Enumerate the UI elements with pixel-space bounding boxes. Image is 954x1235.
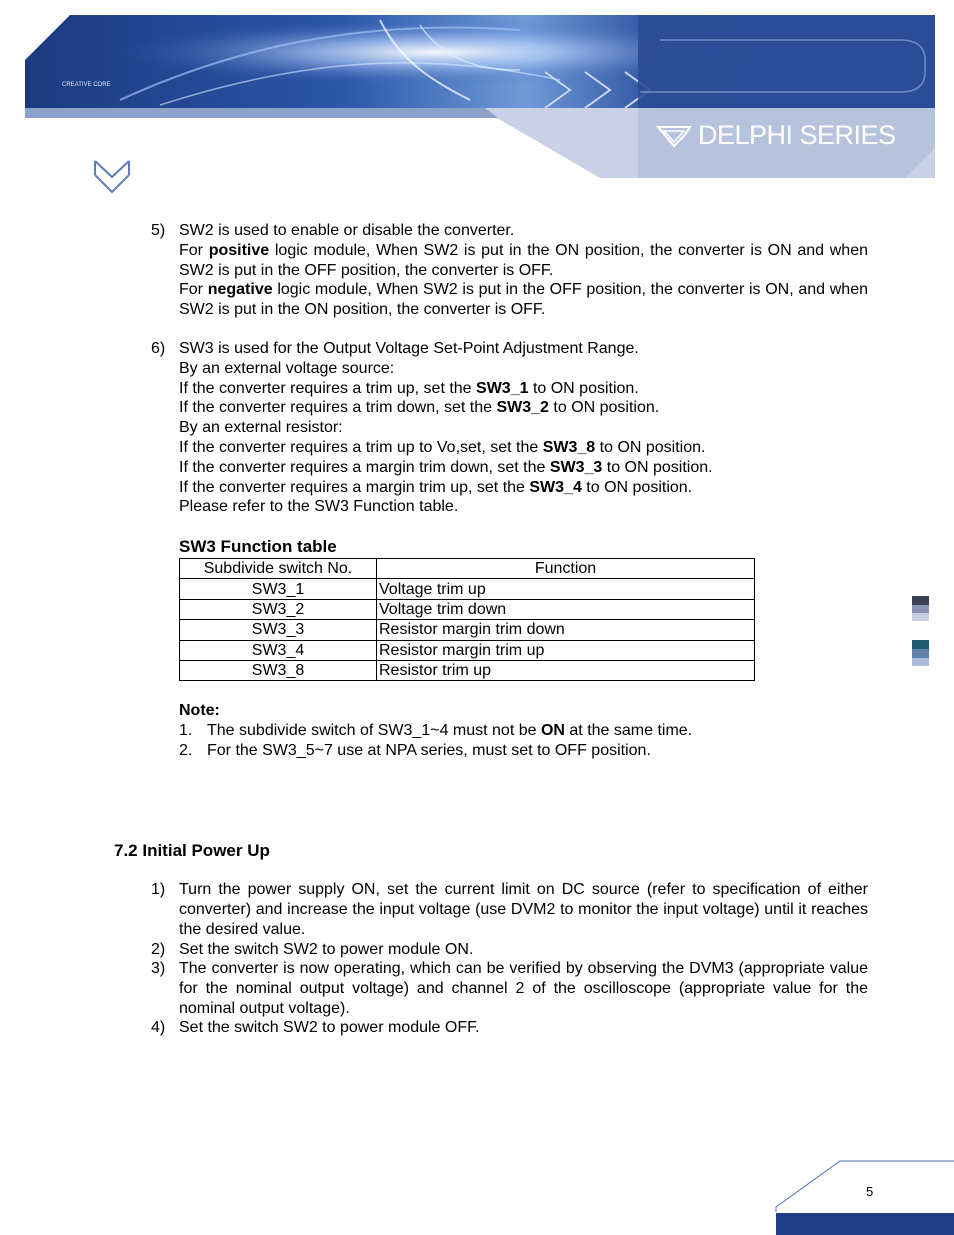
section-title: 7.2 Initial Power Up	[114, 841, 270, 860]
item-text: If the converter requires a trim down, set the SW3_2 to ON position.	[179, 399, 660, 417]
table-cell: Resistor margin trim up	[377, 640, 755, 660]
step-text: Set the switch SW2 to power module ON.	[179, 941, 474, 958]
item-text: By an external voltage source:	[179, 359, 395, 377]
banner-small-text: CREATIVE CORE	[62, 82, 111, 88]
table-row	[180, 579, 755, 599]
column-header: Subdivide switch No.	[180, 559, 377, 579]
table-cell: SW3_1	[180, 579, 377, 599]
step-item-2: 2) Set the switch SW2 to power module ON.	[151, 940, 868, 960]
item-number: 6)	[151, 340, 166, 357]
item-number: 5)	[151, 222, 166, 239]
list-item-5	[151, 221, 868, 320]
step-text: Turn the power supply ON, set the current limit on DC source (refer to specification of either converter) and increase the input voltage (use DVM2 to monitor the input voltage) until it reaches the desired value.	[179, 881, 868, 938]
step-item-1: 1) Turn the power supply ON, set the current limit on DC source (refer to specification of either converter) and increase the input voltage (use DVM2 to monitor the input voltage) until it reaches the desired value.	[151, 881, 868, 938]
table-row	[180, 599, 755, 619]
step-text: Set the switch SW2 to power module OFF.	[179, 1019, 480, 1036]
positive-logic-text: For positive logic module, When SW2 is put in the ON position, the converter is ON and when SW2 is put in the OFF position, the converter is OFF.	[179, 241, 868, 279]
footer-tab	[770, 1155, 954, 1235]
note-item-2: 2. For the SW3_5~7 use at NPA series, must set to OFF position.	[179, 742, 651, 759]
step-text: The converter is now operating, which can be verified by observing the DVM3 (appropriate value for the nominal output voltage) and channel 2 of the oscilloscope (appropriate value for the nominal output voltage).	[179, 960, 868, 1017]
table-cell: SW3_2	[180, 599, 377, 619]
table-cell: SW3_3	[180, 620, 377, 640]
page-number: 5	[866, 1184, 874, 1199]
table-cell: SW3_8	[180, 660, 377, 680]
note-item-1: 1. The subdivide switch of SW3_1~4 must not be ON at the same time.	[179, 722, 693, 739]
table-row	[180, 660, 755, 680]
item-text: By an external resistor:	[179, 419, 343, 437]
table-cell: Resistor margin trim down	[377, 620, 755, 640]
item-text: Please refer to the SW3 Function table.	[179, 498, 459, 516]
table-cell: Voltage trim up	[377, 579, 755, 599]
series-title: DELPHI SERIES	[698, 120, 896, 150]
table-cell: Resistor trim up	[377, 660, 755, 680]
item-text: If the converter requires a trim up to Vo,set, set the SW3_8 to ON position.	[179, 438, 706, 456]
item-text: If the converter requires a trim up, set the SW3_1 to ON position.	[179, 379, 639, 397]
note-title: Note:	[179, 702, 220, 719]
header-banner	[0, 0, 954, 200]
side-marker-dark	[912, 596, 929, 621]
negative-logic-text: For negative logic module, When SW2 is put in the OFF position, the converter is ON, and when SW2 is put in the ON position, the converter is OFF.	[179, 281, 868, 319]
item-text: SW2 is used to enable or disable the converter.	[179, 222, 515, 239]
list-item-6	[151, 339, 868, 517]
table-cell: Voltage trim down	[377, 599, 755, 619]
step-item-4: 4) Set the switch SW2 to power module OFF.	[151, 1018, 868, 1038]
sw3-function-table	[179, 558, 755, 681]
column-header: Function	[377, 559, 755, 579]
item-text: If the converter requires a margin trim up, set the SW3_4 to ON position.	[179, 478, 693, 496]
table-cell: SW3_4	[180, 640, 377, 660]
item-text: If the converter requires a margin trim down, set the SW3_3 to ON position.	[179, 458, 713, 476]
side-marker-teal	[912, 640, 929, 666]
table-header-row	[180, 559, 755, 579]
table-row	[180, 620, 755, 640]
step-item-3: 3) The converter is now operating, which can be verified by observing the DVM3 (appropriate value for the nominal output voltage) and channel 2 of the oscilloscope (appropriate value for the nominal output voltage).	[151, 960, 868, 1017]
item-text: SW3 is used for the Output Voltage Set-Point Adjustment Range.	[179, 340, 639, 357]
table-row	[180, 640, 755, 660]
table-title: SW3 Function table	[179, 537, 337, 556]
